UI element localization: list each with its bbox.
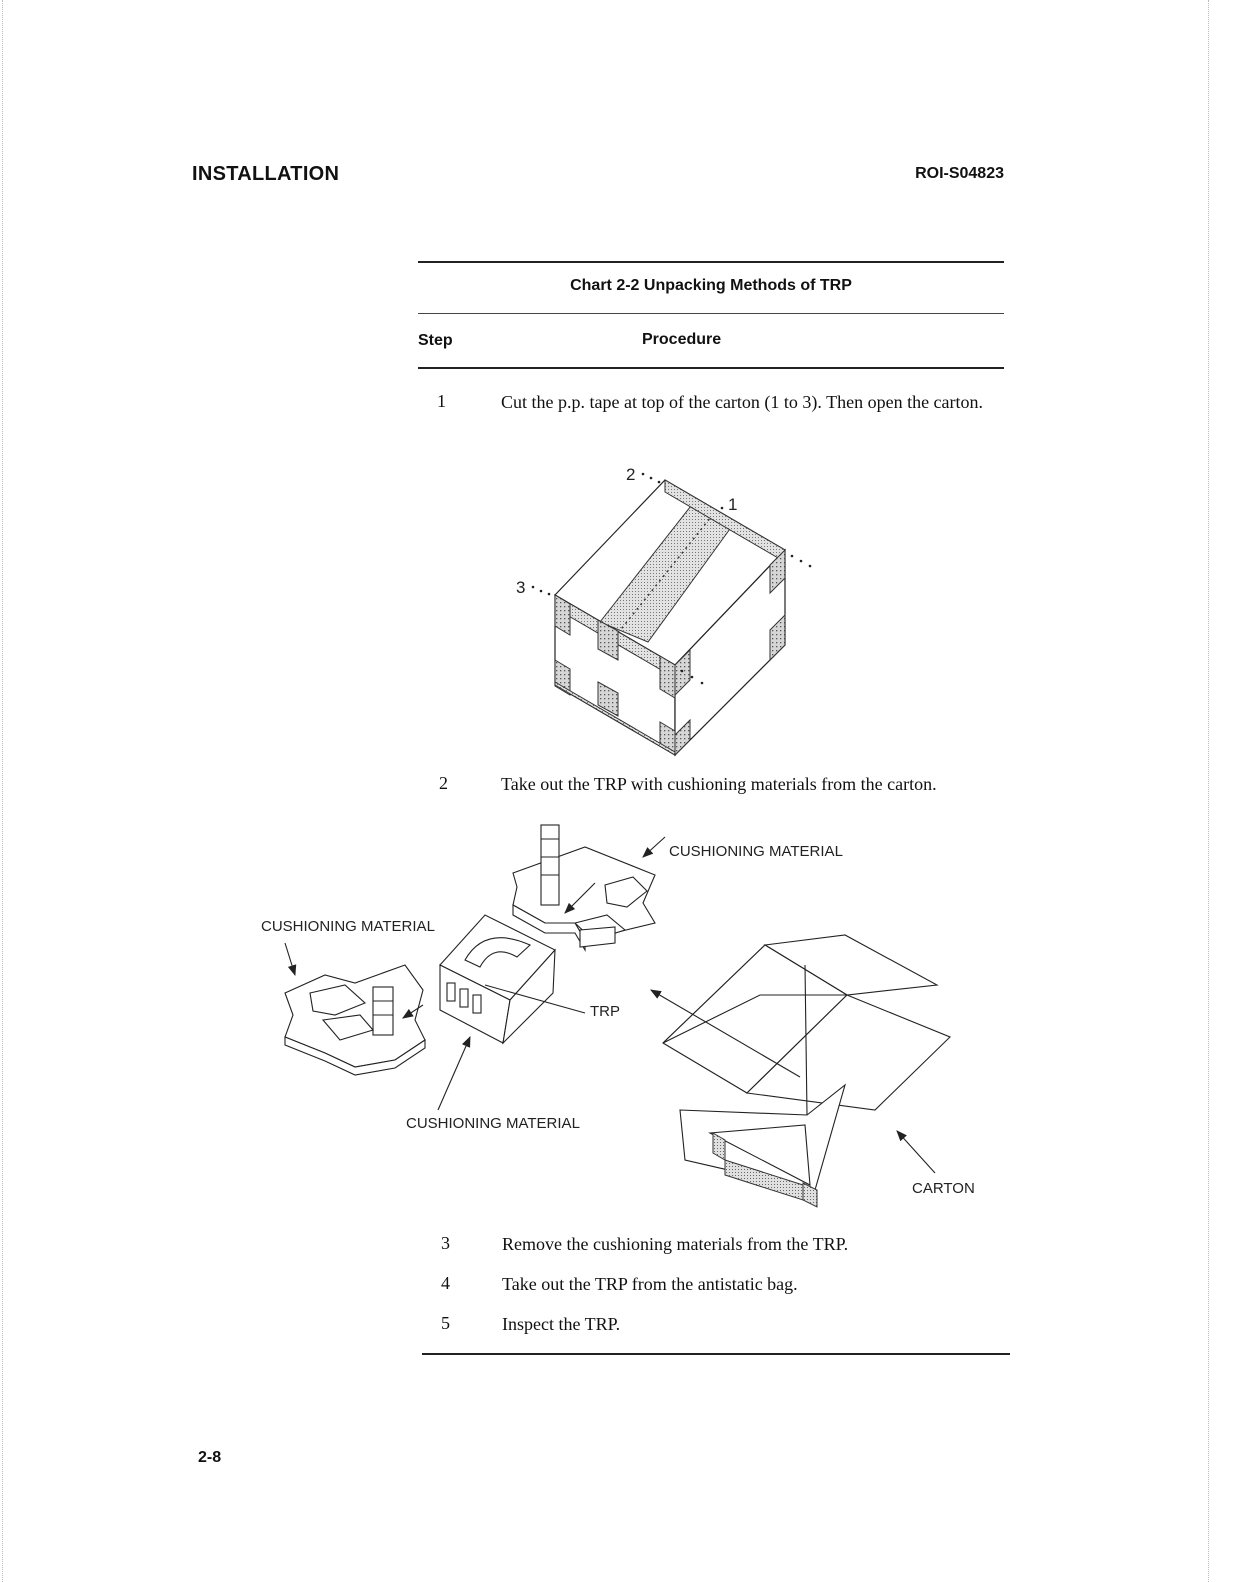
- step-text: Remove the cushioning materials from the TRP.: [502, 1234, 849, 1254]
- scan-edge-right: [1208, 0, 1209, 1582]
- section-title: INSTALLATION: [192, 163, 340, 185]
- step-number: 2: [439, 773, 448, 793]
- label-cushioning-left: CUSHIONING MATERIAL: [261, 918, 435, 935]
- label-cushioning-top: CUSHIONING MATERIAL: [669, 843, 843, 860]
- callout-1: 1: [728, 495, 738, 514]
- chart-title: Chart 2-2 Unpacking Methods of TRP: [570, 277, 852, 294]
- callout-2: 2: [626, 465, 636, 484]
- step-text: Take out the TRP from the antistatic bag.: [502, 1274, 798, 1294]
- open-carton: [663, 935, 950, 1190]
- scan-edge-left: [2, 0, 3, 1582]
- step-number: 4: [441, 1273, 450, 1293]
- cushion-left: [285, 965, 425, 1075]
- step-number: 1: [437, 391, 446, 411]
- column-header-rule: [418, 367, 1004, 369]
- document-code: ROI-S04823: [915, 165, 1004, 182]
- carton-tape-figure: [500, 450, 840, 770]
- step-text: Take out the TRP with cushioning materials from the carton.: [501, 774, 937, 794]
- callout-3: 3: [516, 578, 526, 597]
- chart-title-rule: [418, 313, 1004, 314]
- column-header-step: Step: [418, 332, 453, 349]
- chart-bottom-rule: [422, 1353, 1010, 1355]
- chart-top-rule: [418, 261, 1004, 263]
- column-header-procedure: Procedure: [642, 331, 722, 348]
- trp-unit: [440, 915, 555, 1043]
- step-text: Inspect the TRP.: [502, 1314, 621, 1334]
- step-number: 5: [441, 1313, 450, 1333]
- label-trp: TRP: [590, 1003, 620, 1020]
- step-number: 3: [441, 1233, 450, 1253]
- step-text: Cut the p.p. tape at top of the carton (1 to 3). Then open the carton.: [501, 392, 984, 412]
- label-carton: CARTON: [912, 1180, 975, 1197]
- unpacking-figure: [255, 815, 995, 1215]
- cushion-top: [513, 825, 655, 950]
- label-cushioning-bottom: CUSHIONING MATERIAL: [406, 1115, 580, 1132]
- page-number: 2-8: [198, 1449, 222, 1466]
